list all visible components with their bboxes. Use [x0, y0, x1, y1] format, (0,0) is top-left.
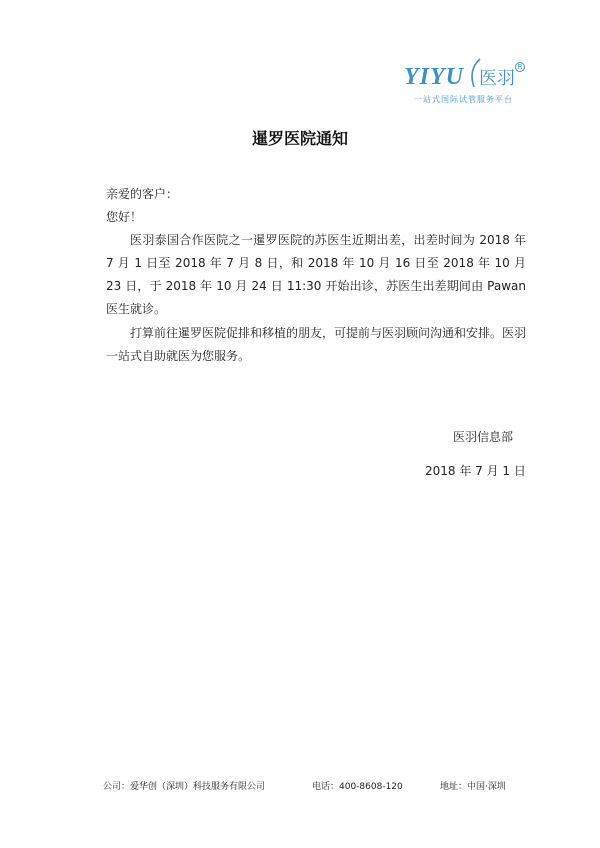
notice-title: 暹罗医院通知: [251, 129, 348, 148]
company-logo: [396, 58, 526, 118]
registered-mark: R: [515, 62, 525, 72]
greeting-hello: 您好！: [106, 210, 143, 224]
logo-cn: 医羽: [479, 68, 515, 89]
signature-date: 2018 年 7 月 1 日: [425, 464, 526, 478]
footer-phone: 电话：400-8608-120: [312, 782, 403, 792]
body-paragraph-1: 医羽泰国合作医院之一暹罗医院的苏医生近期出差，出差时间为 2018 年 7 月 1 日至 2018 年 7 月 8 日，和 2018 年 10 月 16 日至 2018 年 10 月 23 日，于 2018 年 10 月 24 日 11:30 开始出诊，苏医生出差期间由 Pawan 医生就诊。: [106, 233, 526, 316]
body-paragraph-2: 打算前往暹罗医院促排和移植的朋友，可提前与医羽顾问沟通和安排。医羽一站式自助就医为您服务。: [106, 326, 527, 363]
footer-company: 公司：爱华创（深圳）科技服务有限公司: [103, 782, 266, 792]
signer-department: 医羽信息部: [453, 430, 514, 444]
logo-tagline: 一站式国际试管服务平台: [414, 95, 513, 104]
logo-mark: YIYU: [404, 64, 464, 90]
footer-address: 地址：中国·深圳: [440, 782, 506, 792]
greeting-line: 亲爱的客户：: [106, 187, 179, 201]
